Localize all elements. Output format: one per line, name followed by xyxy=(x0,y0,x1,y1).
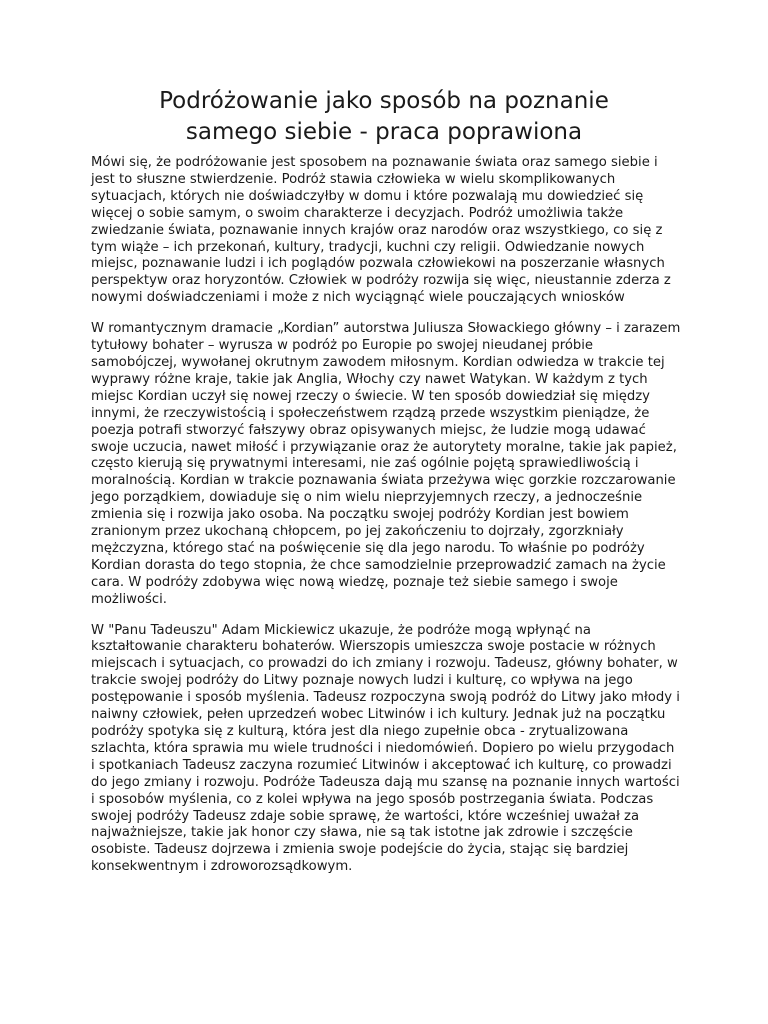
paragraph-kordian: W romantycznym dramacie „Kordian” autorstwa Juliusza Słowackiego główny – i zarazem tytułowy bohater – wyrusza w podróż po Europie po swojej nieudanej próbie samobójczej, wywołanej okrutnym zawodem miłosnym. Kordian odwiedza w trakcie tej wyprawy różne kraje, takie jak Anglia, Włochy czy nawet Watykan. W każdym z tych miejsc Kordian uczył się nowej rzeczy o świecie. W ten sposób dowiedział się między innymi, że rzeczywistością i społeczeństwem rządzą przede wszystkim pieniądze, że poezja potrafi stworzyć fałszywy obraz opisywanych miejsc, że ludzie mogą udawać swoje uczucia, nawet miłość i przywiązanie oraz że autorytety moralne, takie jak papież, często kierują się prywatnymi interesami, nie zaś ogólnie pojętą sprawiedliwością i moralnością. Kordian w trakcie poznawania świata przeżywa więc gorzkie rozczarowanie jego porządkiem, dowiaduje się o nim wielu nieprzyjemnych rzeczy, a jednocześnie zmienia się i rozwija jako osoba. Na początku swojej podróży Kordian jest bowiem zranionym przez ukochaną chłopcem, po jej zakończeniu to dojrzały, zgorzkniały mężczyzna, którego stać na poświęcenie się dla jego narodu. To właśnie po podróży Kordian dorasta do tego stopnia, że chce samodzielnie przeprowadzić zamach na życie cara. W podróży zdobywa więc nową wiedzę, poznaje też siebie samego i swoje możliwości. xyxy=(91,321,681,607)
title-line-1: Podróżowanie jako sposób na poznanie xyxy=(159,88,609,114)
document-body xyxy=(91,155,681,890)
title-line-2: samego siebie - praca poprawiona xyxy=(185,119,583,145)
document-title xyxy=(60,86,708,148)
paragraph-pan-tadeusz: W "Panu Tadeuszu" Adam Mickiewicz ukazuje, że podróże mogą wpłynąć na kształtowanie charakteru bohaterów. Wierszopis umieszcza swoje postacie w różnych miejscach i sytuacjach, co prowadzi do ich zmiany i rozwoju. Tadeusz, główny bohater, w trakcie swojej podróży do Litwy poznaje nowych ludzi i kulturę, co wpływa na jego postępowanie i sposób myślenia. Tadeusz rozpoczyna swoją podróż do Litwy jako młody i naiwny człowiek, pełen uprzedzeń wobec Litwinów i ich kultury. Jednak już na początku podróży spotyka się z kulturą, która jest dla niego zupełnie obca - zrytualizowana szlachta, która sprawia mu wiele trudności i niedomówień. Dopiero po wielu przygodach i spotkaniach Tadeusz zaczyna rozumieć Litwinów i akceptować ich kulturę, co prowadzi do jego zmiany i rozwoju. Podróże Tadeusza dają mu szansę na poznanie innych wartości i sposobów myślenia, co z kolei wpływa na jego sposób postrzegania świata. Podczas swojej podróży Tadeusz zdaje sobie sprawę, że wartości, które wcześniej uważał za najważniejsze, takie jak honor czy sława, nie są tak istotne jak zdrowie i szczęście osobiste. Tadeusz dojrzewa i zmienia swoje podejście do życia, stając się bardziej konsekwentnym i zdroworozsądkowym. xyxy=(91,622,680,875)
paragraph-intro: Mówi się, że podróżowanie jest sposobem na poznawanie świata oraz samego siebie i jest to słuszne stwierdzenie. Podróż stawia człowieka w wielu skomplikowanych sytuacjach, których nie doświadczyłby w domu i które pozwalają mu dowiedzieć się więcej o sobie samym, o swoim charakterze i decyzjach. Podróż umożliwia także zwiedzanie świata, poznawanie innych krajów oraz narodów oraz wszystkiego, co się z tym wiąże – ich przekonań, kultury, tradycji, kuchni czy religii. Odwiedzanie nowych miejsc, poznawanie ludzi i ich poglądów pozwala człowiekowi na poszerzanie własnych perspektyw oraz horyzontów. Człowiek w podróży rozwija się więc, nieustannie zderza z nowymi doświadczeniami i może z nich wyciągnąć wiele pouczających wniosków xyxy=(91,155,671,306)
